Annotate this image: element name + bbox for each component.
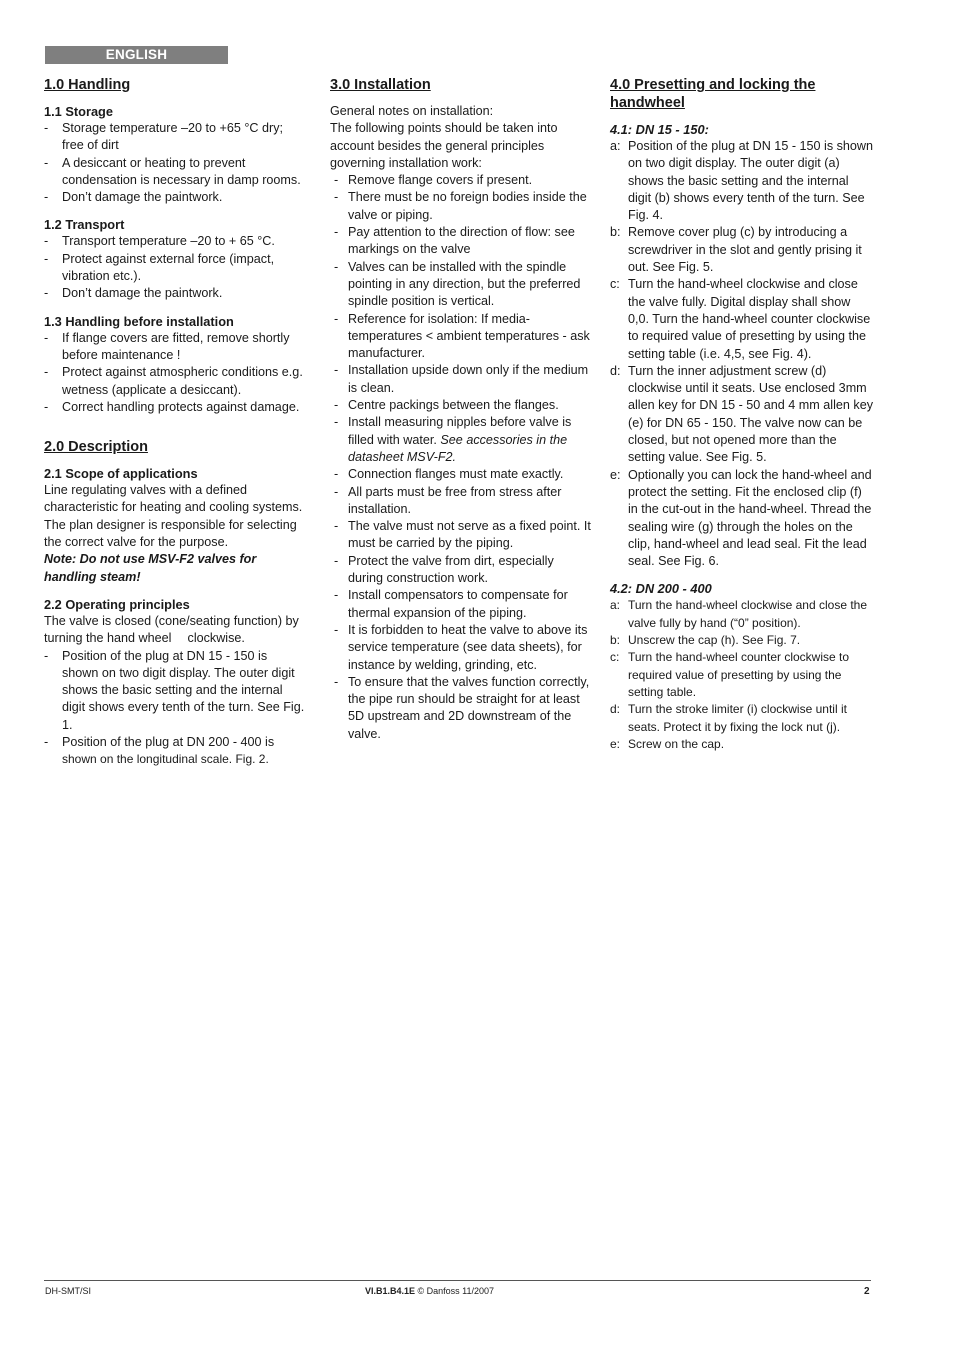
list-item-text: Install measuring nipples before valve is filled with water. <box>348 415 572 447</box>
subsection-title-dn15-150: 4.1: DN 15 - 150: <box>610 122 709 137</box>
list-item: - Position of the plug at DN 15 - 150 is shown on two digit display. The outer digit shows the basic setting and the internal digit shows every tenth of the turn. See Fig. 1. <box>44 648 306 734</box>
list-item: - Protect the valve from dirt, especially during construction work. <box>330 553 592 588</box>
step-text: Turn the stroke limiter (i) clockwise until it seats. Protect it by fixing the lock nut (j). <box>628 702 847 734</box>
list-item <box>610 736 874 753</box>
step-marker: a: <box>610 139 621 153</box>
subsection-title-operating-principles: 2.2 Operating principles <box>44 596 190 612</box>
list-item <box>610 467 874 571</box>
list-item: - It is forbidden to heat the valve to above its service temperature (see data sheets), for instance by welding, grinding, etc. <box>330 622 592 674</box>
list-item: - Protect against atmospheric conditions e.g. wetness (applicate a desiccant). <box>44 364 306 399</box>
list-item <box>610 649 874 701</box>
list-item: - Remove flange covers if present. <box>330 172 592 189</box>
list-item: - The valve must not serve as a fixed point. It must be carried by the piping. <box>330 518 592 553</box>
step-text: Optionally you can lock the hand-wheel and protect the setting. Fit the enclosed clip (f) in the cut-out in the hand-wheel. Thread the sealing wire (g) through the holes on the clip, hand-wheel and lead seal. Fit the lead seal. See Fig. 6. <box>628 467 872 569</box>
step-text: Turn the hand-wheel clockwise and close the valve fully. Digital display shall show 0,0. Turn the hand-wheel counter clockwise to required value of presetting by using the setting table (i.e. 4,5, see Fig. 4). <box>628 277 871 361</box>
footer-department: DH-SMT/SI <box>45 1286 91 1296</box>
step-text: Turn the hand-wheel counter clockwise to required value of presetting by using the setting table. <box>628 650 850 699</box>
list-item: - Storage temperature –20 to +65 °C dry; free of dirt <box>44 120 306 155</box>
page-number: 2 <box>864 1286 870 1297</box>
language-tab: ENGLISH <box>45 46 228 64</box>
list-item: - There must be no foreign bodies inside the valve or piping. <box>330 189 592 224</box>
dn200-400-steps <box>610 597 874 753</box>
step-marker: b: <box>610 225 621 240</box>
scope-text: Line regulating valves with a defined characteristic for heating and cooling systems. The plan designer is responsible for selecting the correct valve for the purpose. <box>44 483 303 550</box>
list-item: - If flange covers are fitted, remove shortly before maintenance ! <box>44 330 306 365</box>
step-text: Remove cover plug (c) by introducing a screwdriver in the slot and gently prising it out. See Fig. 5. <box>628 225 862 275</box>
list-item <box>610 224 874 276</box>
subsection-title-dn200-400: 4.2: DN 200 - 400 <box>610 581 712 597</box>
list-item: - Don’t damage the paintwork. <box>44 189 306 206</box>
copyright: © Danfoss 11/2007 <box>415 1286 495 1296</box>
column-handling-description <box>44 76 306 769</box>
list-item: - To ensure that the valves function correctly, the pipe run should be straight for at least 5D upstream and 2D downstream of the valve. <box>330 674 592 743</box>
subsection-title-storage: 1.1 Storage <box>44 104 113 119</box>
step-marker: d: <box>610 363 621 378</box>
list-item <box>44 734 306 769</box>
list-item <box>610 363 874 467</box>
list-item: - Protect against external force (impact, vibration etc.). <box>44 251 306 286</box>
step-marker: c: <box>610 650 620 665</box>
step-text: Turn the inner adjustment screw (d) clockwise until it seats. Use enclosed 3mm allen key for DN 15 - 50 and 4 mm allen key (e) for DN 65 - 150. The valve now can be closed, but not opened more than the setting value. See Fig. 5. <box>628 363 873 465</box>
installation-intro-2: The following points should be taken into account besides the general principles governing installation work: <box>330 121 558 170</box>
list-item: - Valves can be installed with the spindle pointing in any direction, but the preferred spindle position is vertical. <box>330 259 592 311</box>
handling-list <box>44 330 306 416</box>
subsection-title-transport: 1.2 Transport <box>44 217 125 233</box>
column-installation <box>330 76 592 743</box>
list-item: - Transport temperature –20 to + 65 °C. <box>44 233 306 250</box>
subsection-title-handling-before-installation: 1.3 Handling before installation <box>44 313 234 329</box>
list-item: - Correct handling protects against damage. <box>44 399 306 416</box>
storage-list <box>44 120 306 206</box>
list-item <box>610 597 874 632</box>
installation-intro-1: General notes on installation: <box>330 104 494 118</box>
list-item: - Reference for isolation: If media-temperatures < ambient temperatures - ask manufacturer. <box>330 311 592 363</box>
list-item: - All parts must be free from stress after installation. <box>330 484 592 519</box>
list-item <box>610 701 874 736</box>
transport-list <box>44 233 306 302</box>
list-item: - Don’t damage the paintwork. <box>44 285 306 302</box>
column-presetting <box>610 76 874 753</box>
steam-note: Note: Do not use MSV-F2 valves for handling steam! <box>44 552 257 584</box>
list-item: - Install compensators to compensate for thermal expansion of the piping. <box>330 587 592 622</box>
dn15-150-steps <box>610 138 874 570</box>
section-title-presetting: 4.0 Presetting and locking the handwheel <box>610 77 816 111</box>
list-item-text-small: shown on the longitudinal scale. Fig. 2. <box>62 752 269 767</box>
installation-list <box>330 172 592 743</box>
step-marker: c: <box>610 277 620 292</box>
step-text: Position of the plug at DN 15 - 150 is shown on two digit display. The outer digit (a) shows the basic setting and the internal digit (b) shows every tenth of the turn. See Fig. 4. <box>628 139 874 223</box>
subsection-title-scope: 2.1 Scope of applications <box>44 466 198 482</box>
list-item: - Centre packings between the flanges. <box>330 397 592 414</box>
list-item: - Connection flanges must mate exactly. <box>330 466 592 483</box>
operating-text: The valve is closed (cone/seating function) by turning the hand wheel clockwise. <box>44 613 299 646</box>
list-item: - Pay attention to the direction of flow: see markings on the valve <box>330 224 592 259</box>
document-code: VI.B1.B4.1E <box>365 1286 416 1296</box>
section-title-description: 2.0 Description <box>44 439 148 456</box>
step-marker: a: <box>610 598 621 613</box>
list-item <box>610 632 874 649</box>
step-text: Screw on the cap. <box>628 736 725 751</box>
section-title-handling: 1.0 Handling <box>44 77 131 93</box>
list-item: - Installation upside down only if the medium is clean. <box>330 362 592 397</box>
list-item: - A desiccant or heating to prevent condensation is necessary in damp rooms. <box>44 155 306 190</box>
step-marker: e: <box>610 736 621 751</box>
list-item <box>610 138 874 224</box>
list-item-text: Position of the plug at DN 200 - 400 is <box>62 735 275 750</box>
step-marker: d: <box>610 702 621 717</box>
list-item <box>330 414 592 466</box>
operating-list <box>44 648 306 769</box>
accessories-reference: See accessories in the datasheet MSV-F2. <box>348 432 568 464</box>
footer-divider <box>44 1280 871 1281</box>
list-item <box>610 276 874 362</box>
step-text: Unscrew the cap (h). See Fig. 7. <box>628 633 801 648</box>
step-marker: e: <box>610 467 621 482</box>
section-title-installation: 3.0 Installation <box>330 77 431 93</box>
step-marker: b: <box>610 633 621 648</box>
step-text: Turn the hand-wheel clockwise and close the valve fully by hand (“0” position). <box>628 598 868 630</box>
footer-document-code <box>365 1286 494 1296</box>
